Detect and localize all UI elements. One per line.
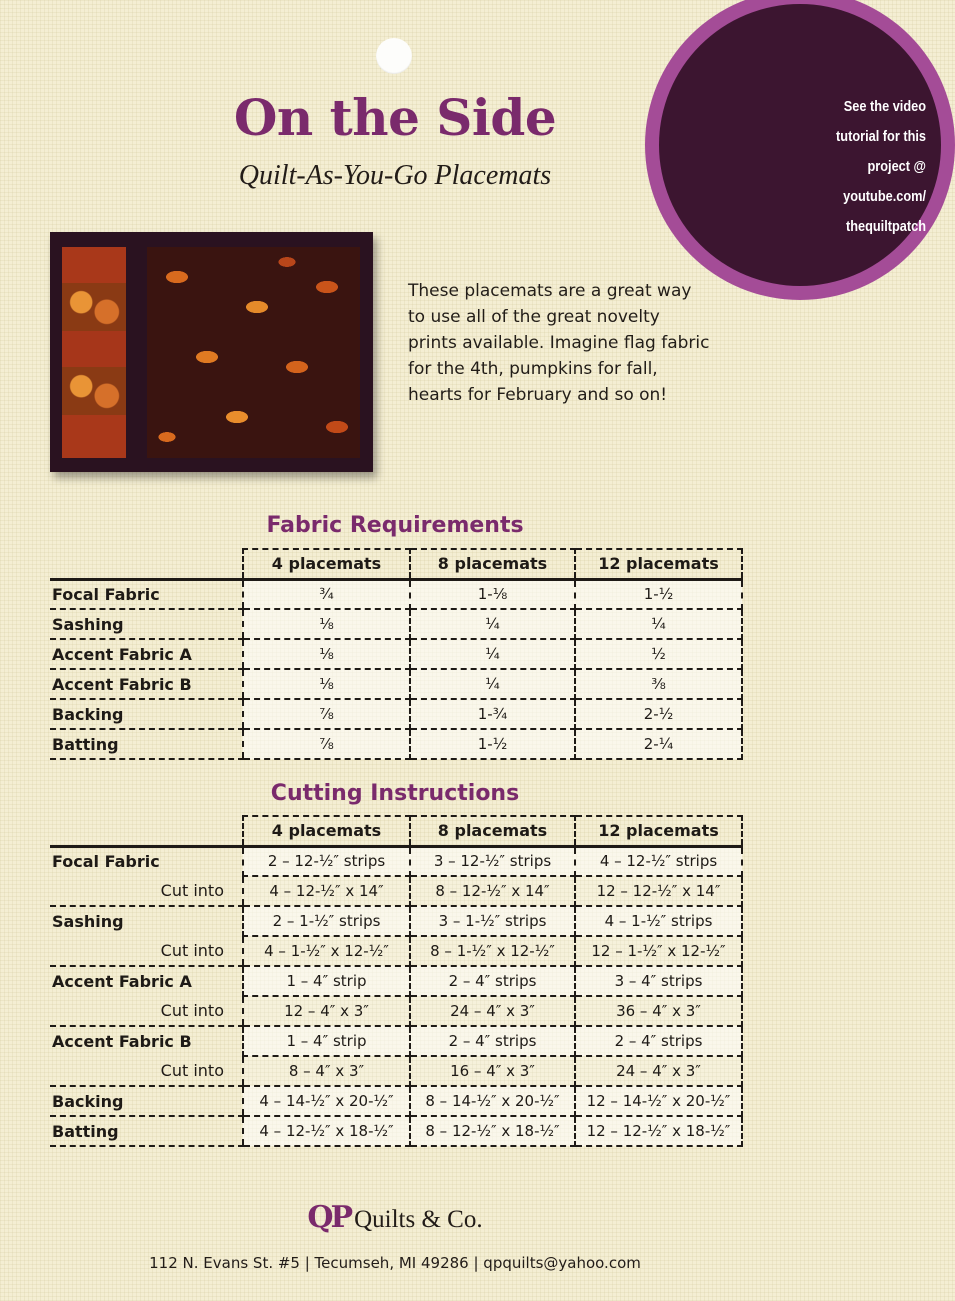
cell: 3 – 12-½″ strips bbox=[410, 846, 575, 876]
row-sublabel: Cut into bbox=[50, 936, 243, 966]
table-header-row bbox=[50, 549, 742, 579]
row-sublabel: Cut into bbox=[50, 876, 243, 906]
strip-accent-a bbox=[62, 367, 126, 415]
cell: 2 – 4″ strips bbox=[575, 1026, 742, 1056]
row-label: Sashing bbox=[52, 912, 124, 931]
cell: ¼ bbox=[410, 609, 575, 639]
fabric-requirements-table bbox=[50, 548, 743, 760]
cell: ⅛ bbox=[243, 669, 410, 699]
strip-accent-b bbox=[62, 247, 126, 283]
cell: 8 – 4″ x 3″ bbox=[243, 1056, 410, 1086]
table-row bbox=[50, 729, 742, 759]
row-label: Accent Fabric B bbox=[52, 1032, 192, 1051]
focal-fabric-panel bbox=[147, 247, 360, 458]
cell: 1 – 4″ strip bbox=[243, 966, 410, 996]
cell: 36 – 4″ x 3″ bbox=[575, 996, 742, 1026]
description-line: to use all of the great novelty bbox=[408, 307, 660, 327]
column-header: 12 placemats bbox=[575, 549, 742, 579]
cell: 24 – 4″ x 3″ bbox=[410, 996, 575, 1026]
strip-accent-b bbox=[62, 331, 126, 367]
description-line: for the 4th, pumpkins for fall, bbox=[408, 359, 658, 379]
header-blank bbox=[50, 816, 243, 846]
cell: 2 – 1-½″ strips bbox=[243, 906, 410, 936]
cell: 16 – 4″ x 3″ bbox=[410, 1056, 575, 1086]
table-row bbox=[50, 876, 742, 906]
cell: 1 – 4″ strip bbox=[243, 1026, 410, 1056]
fabric-requirements-title: Fabric Requirements bbox=[266, 513, 524, 538]
column-header: 8 placemats bbox=[410, 549, 575, 579]
cell: ¼ bbox=[410, 639, 575, 669]
hang-hole bbox=[376, 38, 412, 74]
column-header: 4 placemats bbox=[243, 816, 410, 846]
cell: 4 – 1-½″ strips bbox=[575, 906, 742, 936]
cell: ⅜ bbox=[575, 669, 742, 699]
badge-line: tutorial for this bbox=[836, 128, 926, 145]
cell: ¾ bbox=[243, 579, 410, 609]
row-label: Accent Fabric B bbox=[50, 669, 243, 699]
page-title: On the Side bbox=[233, 88, 557, 147]
table-row bbox=[50, 639, 742, 669]
cell: 8 – 1-½″ x 12-½″ bbox=[410, 936, 575, 966]
cell: ⅛ bbox=[243, 639, 410, 669]
cell: ⅛ bbox=[243, 609, 410, 639]
table-row bbox=[50, 966, 742, 996]
row-sublabel: Cut into bbox=[50, 1056, 243, 1086]
logo-mark: QP bbox=[307, 1200, 351, 1235]
cell: 4 – 12-½″ strips bbox=[575, 846, 742, 876]
cell: 12 – 12-½″ x 14″ bbox=[575, 876, 742, 906]
cell: 3 – 1-½″ strips bbox=[410, 906, 575, 936]
strip-accent-b bbox=[62, 415, 126, 458]
cell: 8 – 12-½″ x 18-½″ bbox=[410, 1116, 575, 1146]
table-row bbox=[50, 1056, 742, 1086]
badge-link[interactable]: youtube.com/ bbox=[843, 188, 926, 205]
cell: 1-½ bbox=[575, 579, 742, 609]
company-address: 112 N. Evans St. #5 | Tecumseh, MI 49286 | qpquilts@yahoo.com bbox=[149, 1254, 641, 1272]
table-row bbox=[50, 579, 742, 609]
table-row bbox=[50, 609, 742, 639]
cell: 2-½ bbox=[575, 699, 742, 729]
badge-line: project @ bbox=[867, 158, 926, 175]
cell: 2-¼ bbox=[575, 729, 742, 759]
table-row bbox=[50, 669, 742, 699]
column-header: 12 placemats bbox=[575, 816, 742, 846]
table-row bbox=[50, 1086, 742, 1116]
cell: 2 – 12-½″ strips bbox=[243, 846, 410, 876]
cell: 12 – 12-½″ x 18-½″ bbox=[575, 1116, 742, 1146]
row-sublabel: Cut into bbox=[50, 996, 243, 1026]
column-header: 8 placemats bbox=[410, 816, 575, 846]
cutting-instructions-table bbox=[50, 815, 743, 1147]
row-label: Batting bbox=[50, 729, 243, 759]
badge-line: See the video bbox=[843, 98, 926, 115]
cell: 3 – 4″ strips bbox=[575, 966, 742, 996]
cell: 12 – 4″ x 3″ bbox=[243, 996, 410, 1026]
row-label: Backing bbox=[50, 699, 243, 729]
cell: 4 – 12-½″ x 18-½″ bbox=[243, 1116, 410, 1146]
cell: 8 – 12-½″ x 14″ bbox=[410, 876, 575, 906]
cutting-instructions-title: Cutting Instructions bbox=[270, 781, 520, 806]
table-row bbox=[50, 699, 742, 729]
row-label: Accent Fabric A bbox=[50, 639, 243, 669]
cell: ½ bbox=[575, 639, 742, 669]
cell: 4 – 1-½″ x 12-½″ bbox=[243, 936, 410, 966]
table-row bbox=[50, 936, 742, 966]
cell: 2 – 4″ strips bbox=[410, 1026, 575, 1056]
badge-text bbox=[807, 92, 926, 242]
table-row bbox=[50, 1026, 742, 1056]
description-line: These placemats are a great way bbox=[408, 281, 692, 301]
row-label: Backing bbox=[50, 1086, 243, 1116]
cell: 12 – 14-½″ x 20-½″ bbox=[575, 1086, 742, 1116]
cell: 4 – 12-½″ x 14″ bbox=[243, 876, 410, 906]
page-subtitle: Quilt-As-You-Go Placemats bbox=[238, 160, 552, 191]
cell: ⅞ bbox=[243, 729, 410, 759]
table-row bbox=[50, 996, 742, 1026]
header-blank bbox=[50, 549, 243, 579]
cell: ⅞ bbox=[243, 699, 410, 729]
logo-name: Quilts & Co. bbox=[354, 1206, 483, 1233]
badge-link[interactable]: thequiltpatch bbox=[845, 218, 926, 235]
placemat-photo bbox=[50, 232, 373, 472]
cell: 2 – 4″ strips bbox=[410, 966, 575, 996]
table-header-row bbox=[50, 816, 742, 846]
cell: ¼ bbox=[410, 669, 575, 699]
description-line: prints available. Imagine flag fabric bbox=[408, 333, 710, 353]
video-tutorial-badge[interactable] bbox=[645, 0, 955, 300]
cell: 1-⅛ bbox=[410, 579, 575, 609]
cell: ¼ bbox=[575, 609, 742, 639]
column-header: 4 placemats bbox=[243, 549, 410, 579]
company-logo bbox=[0, 1200, 790, 1235]
table-row bbox=[50, 906, 742, 936]
row-label: Sashing bbox=[50, 609, 243, 639]
description-line: hearts for February and so on! bbox=[408, 385, 668, 405]
table-row bbox=[50, 846, 742, 876]
cell: 12 – 1-½″ x 12-½″ bbox=[575, 936, 742, 966]
project-description bbox=[408, 278, 788, 408]
cell: 24 – 4″ x 3″ bbox=[575, 1056, 742, 1086]
cell: 1-¾ bbox=[410, 699, 575, 729]
row-label: Focal Fabric bbox=[50, 579, 243, 609]
cell: 8 – 14-½″ x 20-½″ bbox=[410, 1086, 575, 1116]
row-label: Focal Fabric bbox=[52, 852, 160, 872]
table-row bbox=[50, 1116, 742, 1146]
strip-accent-a bbox=[62, 283, 126, 331]
row-label: Accent Fabric A bbox=[52, 972, 192, 991]
cell: 4 – 14-½″ x 20-½″ bbox=[243, 1086, 410, 1116]
row-label: Batting bbox=[50, 1116, 243, 1146]
cell: 1-½ bbox=[410, 729, 575, 759]
